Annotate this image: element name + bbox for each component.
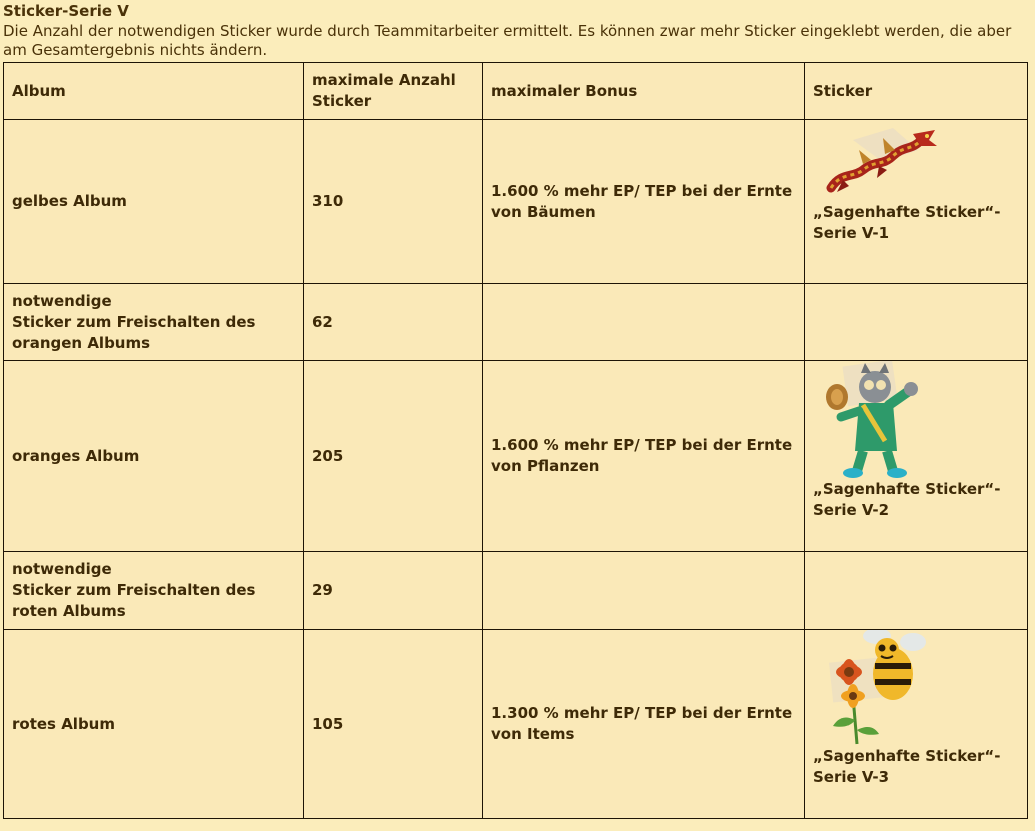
album-name: rotes Album	[4, 630, 304, 819]
album-name: notwendige Sticker zum Freischalten des orangen Albums	[4, 284, 304, 361]
max-stickers-value: 29	[304, 552, 483, 630]
dragon-sticker-icon	[823, 120, 941, 202]
table-header-row	[4, 63, 1028, 120]
album-name: oranges Album	[4, 361, 304, 552]
intro-text: Die Anzahl der notwendigen Sticker wurde durch Teammitarbeiter ermittelt. Es können zwar mehr Sticker eingeklebt werden, die aber am Gesamtergebnis nichts ändern.	[3, 22, 1012, 59]
bee-flower-sticker-icon	[823, 630, 927, 746]
sticker-caption: „Sagenhafte Sticker“- Serie V-2	[813, 480, 1001, 519]
table-row	[4, 361, 1028, 552]
column-header-max-bonus: maximaler Bonus	[483, 63, 805, 120]
max-stickers-value: 205	[304, 361, 483, 552]
sticker-cell	[805, 552, 1028, 630]
album-name: gelbes Album	[4, 120, 304, 284]
album-name: notwendige Sticker zum Freischalten des roten Albums	[4, 552, 304, 630]
table-row	[4, 630, 1028, 819]
bonus-text	[483, 552, 805, 630]
cat-diver-sticker-icon	[823, 361, 923, 479]
page-title: Sticker-Serie V	[3, 2, 129, 20]
column-header-sticker: Sticker	[805, 63, 1028, 120]
bonus-text: 1.300 % mehr EP/ TEP bei der Ernte von Items	[483, 630, 805, 819]
max-stickers-value: 105	[304, 630, 483, 819]
max-stickers-value: 310	[304, 120, 483, 284]
sticker-table	[3, 62, 1028, 819]
table-row	[4, 284, 1028, 361]
bonus-text	[483, 284, 805, 361]
max-stickers-value: 62	[304, 284, 483, 361]
sticker-cell	[805, 284, 1028, 361]
sticker-caption: „Sagenhafte Sticker“- Serie V-1	[813, 203, 1001, 242]
table-row	[4, 120, 1028, 284]
column-header-max-stickers: maximale Anzahl Sticker	[304, 63, 483, 120]
bonus-text: 1.600 % mehr EP/ TEP bei der Ernte von Pflanzen	[483, 361, 805, 552]
table-row	[4, 552, 1028, 630]
bonus-text: 1.600 % mehr EP/ TEP bei der Ernte von Bäumen	[483, 120, 805, 284]
column-header-album: Album	[4, 63, 304, 120]
sticker-cell	[805, 120, 1028, 284]
sticker-cell	[805, 361, 1028, 552]
sticker-caption: „Sagenhafte Sticker“- Serie V-3	[813, 747, 1001, 786]
sticker-cell	[805, 630, 1028, 819]
